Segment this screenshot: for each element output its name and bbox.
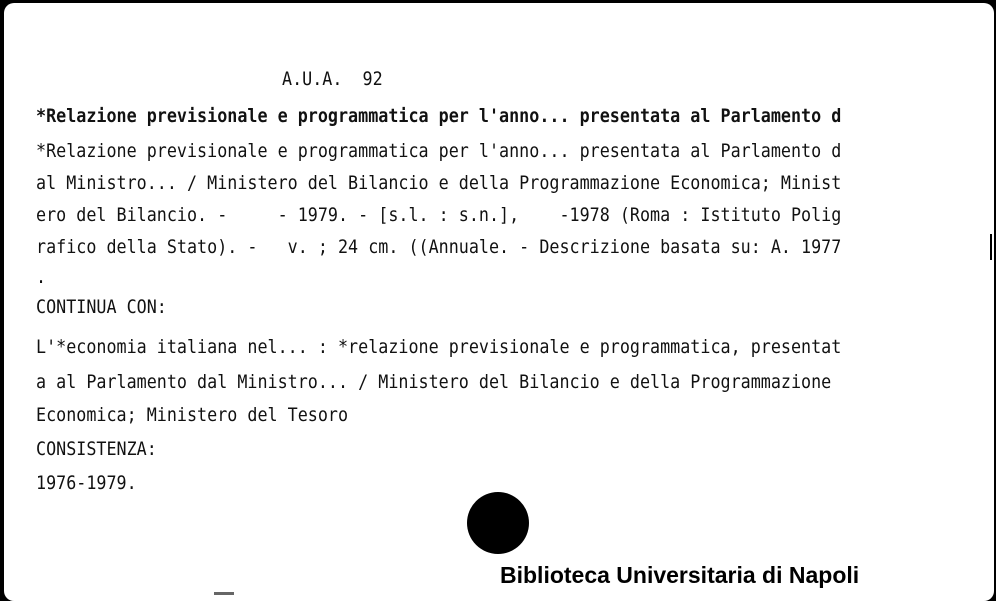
edge-mark bbox=[990, 234, 992, 260]
section-label-consistenza: CONSISTENZA: bbox=[36, 438, 157, 460]
card-text-line: rafico della Stato). - v. ; 24 cm. ((Annuale. - Descrizione basata su: A. 1977 bbox=[36, 236, 842, 258]
library-stamp-dot bbox=[467, 492, 529, 554]
card-text-line: Economica; Ministero del Tesoro bbox=[36, 404, 349, 426]
card-heading-line: *Relazione previsionale e programmatica per l'anno... presentata al Parlamento d bbox=[36, 105, 842, 127]
catalog-card bbox=[4, 3, 994, 601]
card-text-line: L'*economia italiana nel... : *relazione previsionale e programmatica, presentat bbox=[36, 336, 842, 358]
card-text-line: 1976-1979. bbox=[36, 472, 137, 494]
card-text-line: ero del Bilancio. - - 1979. - [s.l. : s.n.], -1978 (Roma : Istituto Polig bbox=[36, 204, 842, 226]
card-text-line: al Ministro... / Ministero del Bilancio e della Programmazione Economica; Minist bbox=[36, 172, 842, 194]
card-text-line: *Relazione previsionale e programmatica per l'anno... presentata al Parlamento d bbox=[36, 140, 842, 162]
section-label-continua: CONTINUA CON: bbox=[36, 296, 167, 318]
card-text-line: . bbox=[36, 266, 47, 288]
shelfmark: A.U.A. 92 bbox=[282, 68, 383, 90]
card-text-line: a al Parlamento dal Ministro... / Ministero del Bilancio e della Programmazione bbox=[36, 371, 832, 393]
library-name: Biblioteca Universitaria di Napoli bbox=[500, 562, 860, 588]
